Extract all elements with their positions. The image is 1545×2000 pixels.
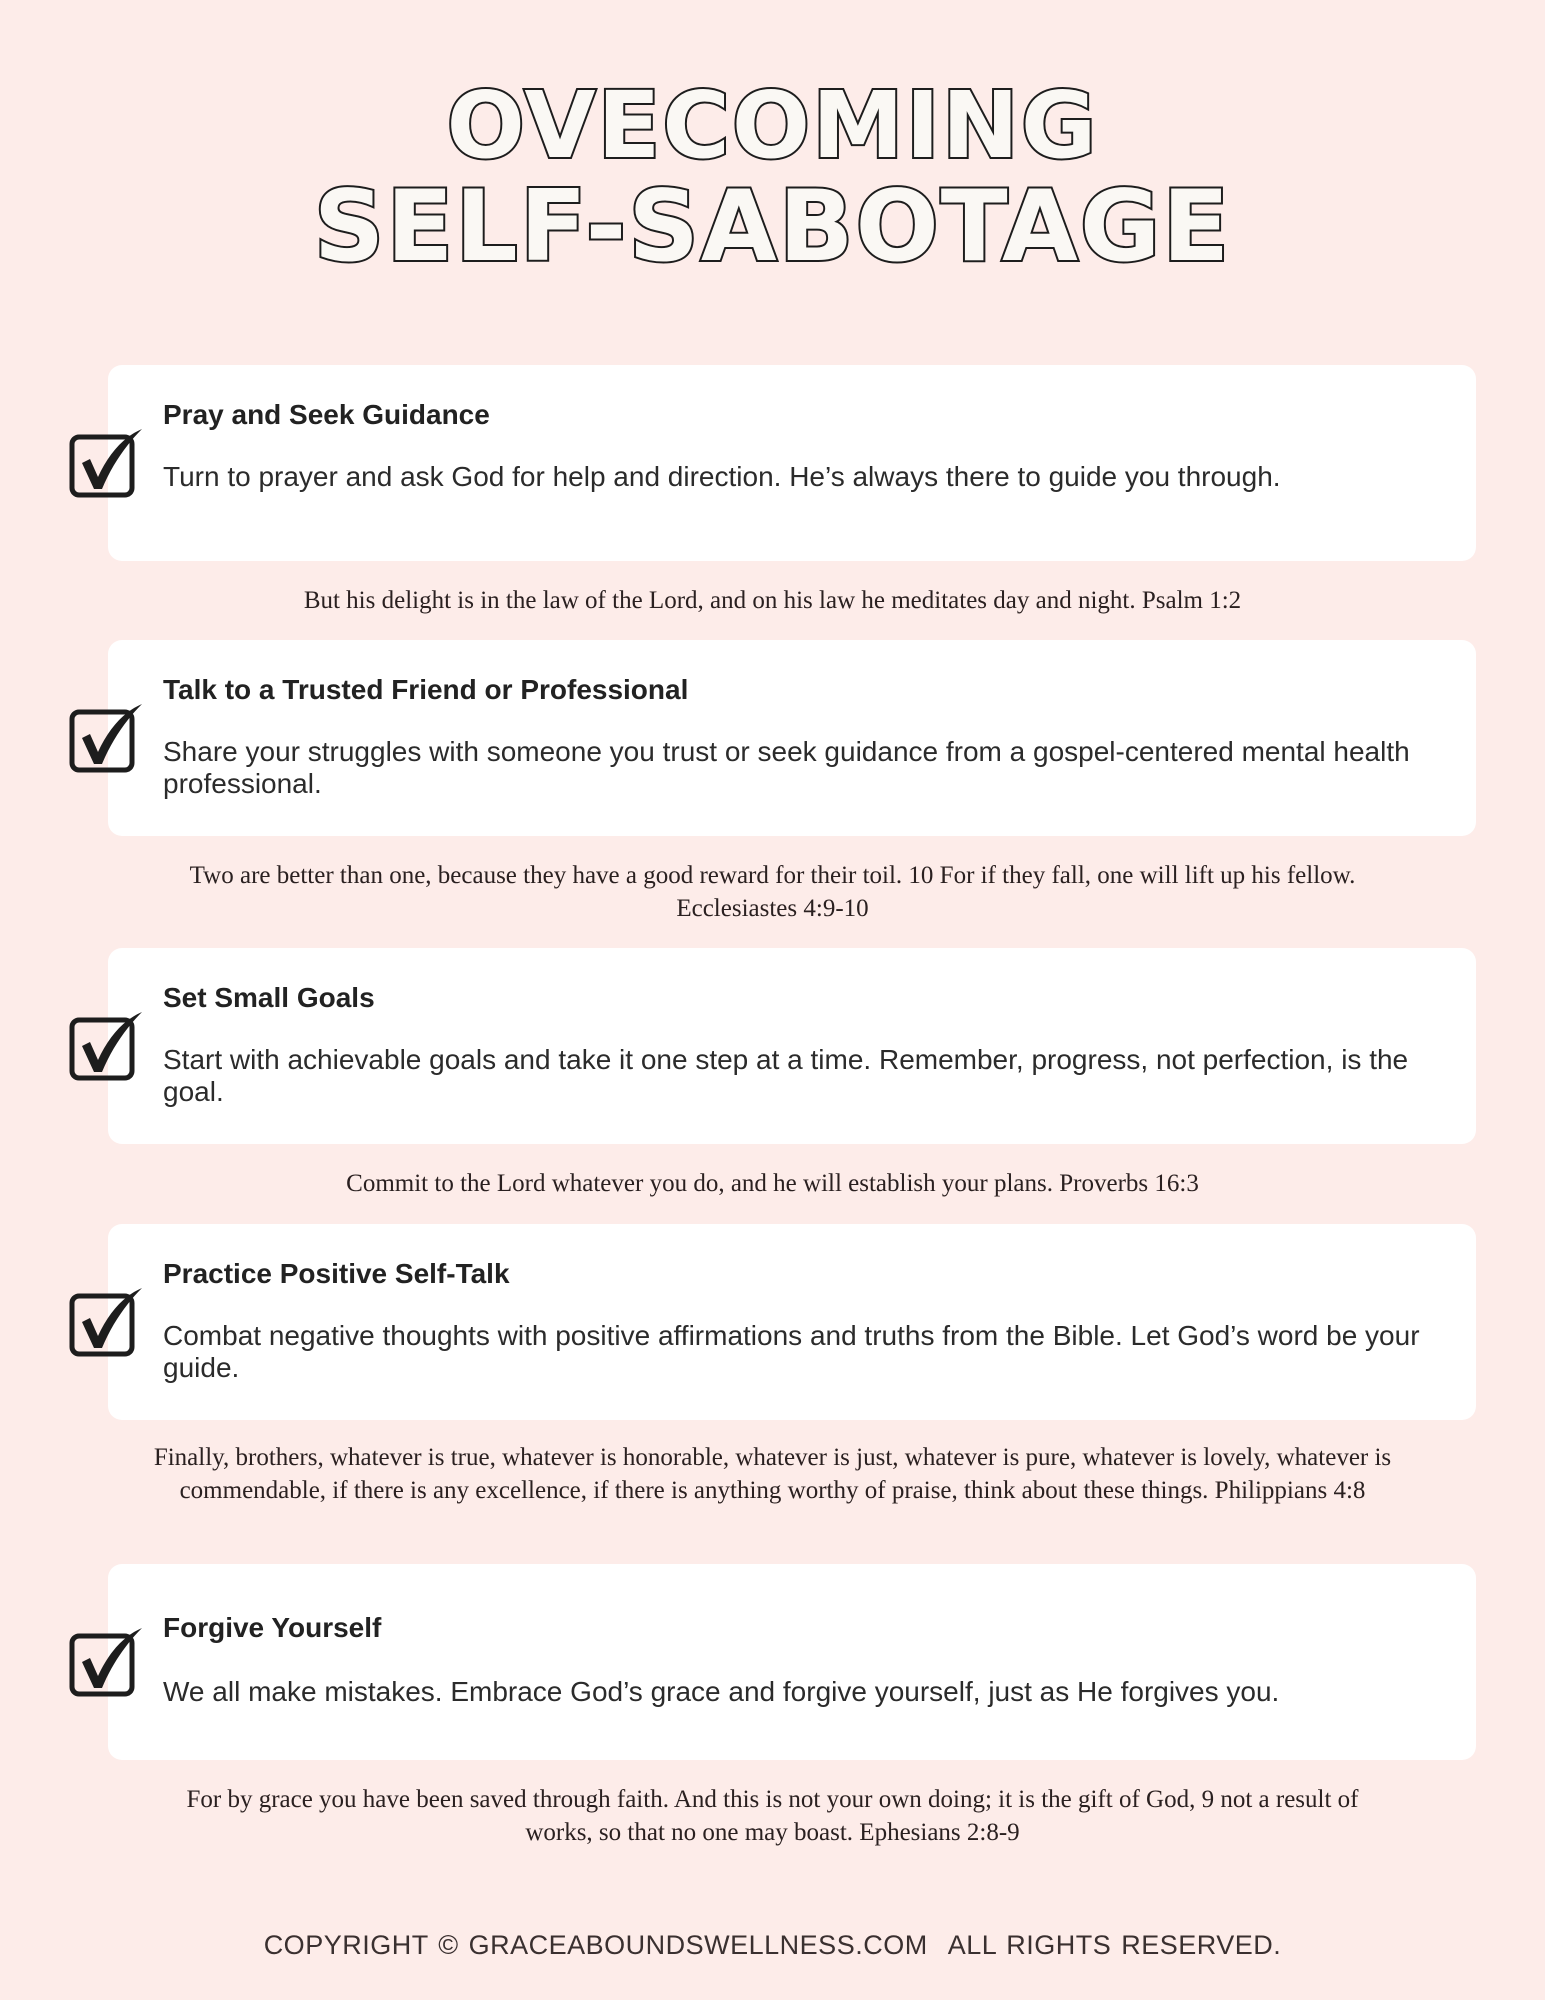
scripture-verse: For by grace you have been saved through faith. And this is not your own doing; it is the gift of God, 9 not a result of works, so that no one may boast. Ephesians 2:8-9 (186, 1786, 1359, 1846)
tip-body: Start with achievable goals and take it one step at a time. Remember, progress, not perfection, is the goal. (163, 1044, 1409, 1107)
tip-body: Turn to prayer and ask God for help and direction. He’s always there to guide you through. (163, 461, 1281, 492)
tip-body: We all make mistakes. Embrace God’s grace and forgive yourself, just as He forgives you. (163, 1676, 1280, 1707)
checkbox-checked-icon (68, 1626, 144, 1698)
scripture-verse: Two are better than one, because they have a good reward for their toil. 10 For if they fall, one will lift up his fellow. Ecclesiastes 4:9-10 (189, 862, 1356, 922)
tip-title: Forgive Yourself (163, 1612, 382, 1643)
checkbox-checked-icon (68, 702, 144, 774)
footer (0, 1930, 1545, 1961)
scripture-verse: But his delight is in the law of the Lord, and on his law he meditates day and night. Psalm 1:2 (303, 587, 1242, 614)
page-title-line-2: SELF-SABOTAGE (313, 170, 1232, 284)
tip-card-goals (108, 948, 1476, 1144)
tip-body: Share your struggles with someone you trust or seek guidance from a gospel-centered mental health professional. (163, 736, 1410, 799)
scripture-verse: Commit to the Lord whatever you do, and he will establish your plans. Proverbs 16:3 (346, 1170, 1199, 1197)
tip-card-self-talk (108, 1224, 1476, 1420)
rights-reserved-text: ALL RIGHTS RESERVED. (947, 1930, 1282, 1960)
checkbox-checked-icon (68, 1286, 144, 1358)
tip-title: Talk to a Trusted Friend or Professional (163, 674, 689, 705)
scripture-verse: Finally, brothers, whatever is true, whatever is honorable, whatever is just, whatever is pure, whatever is lovely, whatever is commendable, if there is any excellence, if there is anything worthy of praise, think about these things. Philippians 4:8 (153, 1444, 1392, 1504)
checkbox-checked-icon (68, 427, 144, 499)
copyright-text: COPYRIGHT © GRACEABOUNDSWELLNESS.COM (263, 1930, 928, 1960)
tip-body: Combat negative thoughts with positive affirmations and truths from the Bible. Let God’s word be your guide. (163, 1320, 1420, 1383)
checkbox-checked-icon (68, 1010, 144, 1082)
page-title-line-1: OVECOMING (446, 72, 1099, 179)
tip-card-pray (108, 365, 1476, 561)
tip-title: Set Small Goals (163, 982, 375, 1013)
tip-card-forgive (108, 1564, 1476, 1760)
tip-title: Pray and Seek Guidance (163, 399, 490, 430)
tip-card-talk (108, 640, 1476, 836)
tip-title: Practice Positive Self-Talk (163, 1258, 510, 1289)
